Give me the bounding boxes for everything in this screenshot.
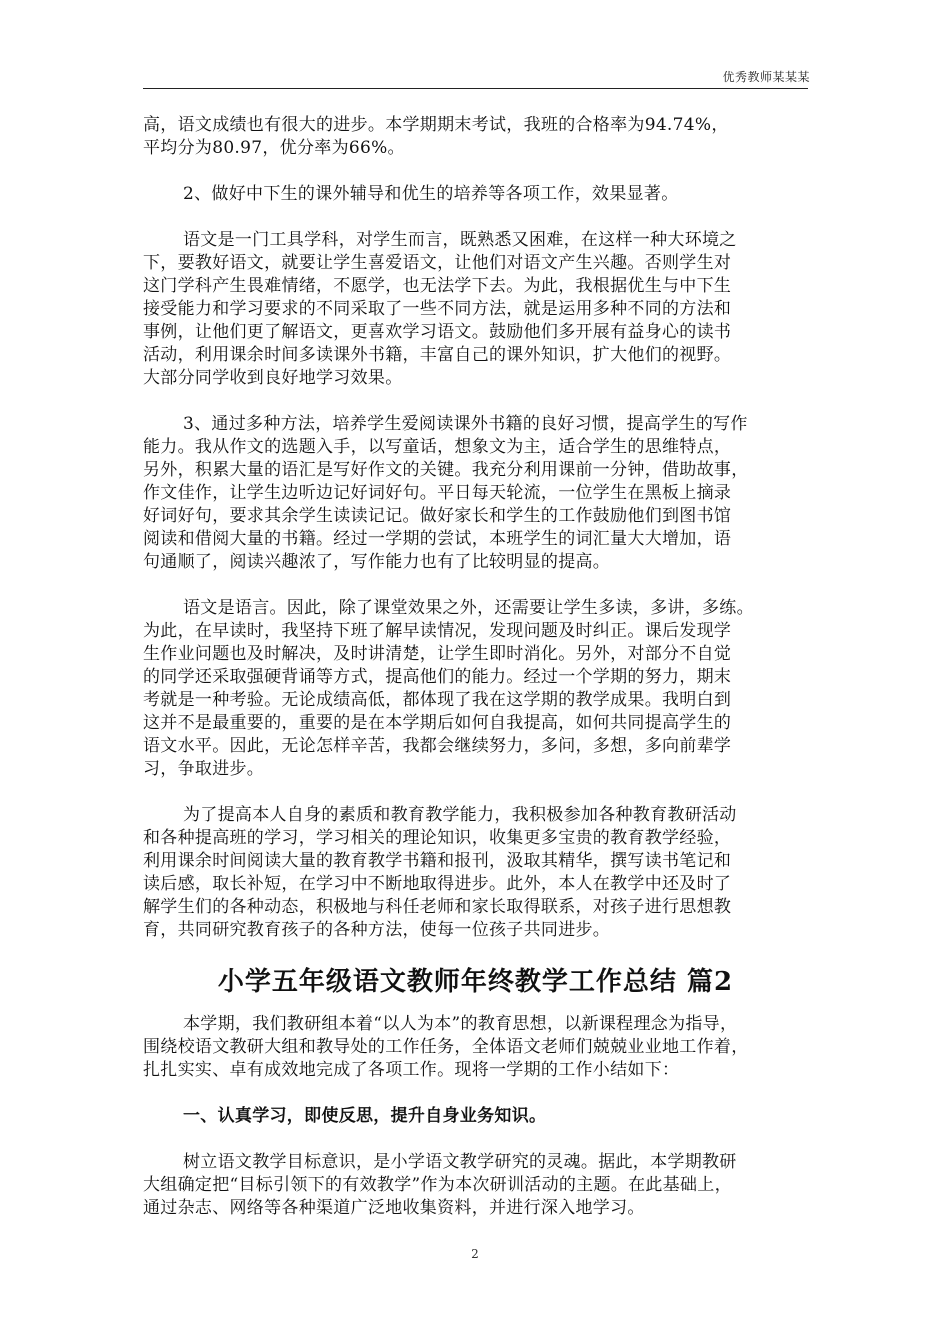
text-line: 围绕校语文教研大组和教导处的工作任务，全体语文老师们兢兢业业地工作着， [143,1037,749,1057]
paragraph-item-2 [143,183,808,206]
text-line: 另外，积累大量的语汇是写好作文的关键。我充分利用课前一分钟，借助故事， [143,460,749,480]
text-line: 利用课余时间阅读大量的教育教学书籍和报刊，汲取其精华，撰写读书笔记和 [143,851,732,871]
text-line: 事例，让他们更了解语文，更喜欢学习语文。鼓励他们多开展有益身心的读书 [143,322,732,342]
text-line: 这门学科产生畏难情绪，不愿学，也无法学下去。为此，我根据优生与中下生 [143,276,732,296]
paragraph-continuation [143,114,808,160]
text-line: 2、做好中下生的课外辅导和优生的培养等各项工作，效果显著。 [183,184,679,204]
text-line: 作文佳作，让学生边听边记好词好句。平日每天轮流，一位学生在黑板上摘录 [143,483,732,503]
text-line: 扎扎实实、卓有成效地完成了各项工作。现将一学期的工作小结如下： [143,1060,680,1080]
text-line: 树立语文教学目标意识，是小学语文教学研究的灵魂。据此，本学期教研 [183,1152,737,1172]
text-line: 能力。我从作文的选题入手，以写童话，想象文为主，适合学生的思维特点， [143,437,732,457]
text-line: 下，要教好语文，就要让学生喜爱语文，让他们对语文产生兴趣。否则学生对 [143,253,732,273]
text-line: 育，共同研究教育孩子的各种方法，使每一位孩子共同进步。 [143,920,611,940]
paragraph-item-3 [143,413,808,574]
text-line: 高，语文成绩也有很大的进步。本学期期末考试，我班的合格率为94.74%， [143,115,729,135]
text-line: 和各种提高班的学习，学习相关的理论知识，收集更多宝贵的教育教学经验， [143,828,732,848]
text-line: 通过杂志、网络等各种渠道广泛地收集资料，并进行深入地学习。 [143,1198,645,1218]
paragraph-self-improvement [143,804,808,942]
text-line: 好词好句，要求其余学生读读记记。做好家长和学生的工作鼓励他们到图书馆 [143,506,732,526]
text-line: 大部分同学收到良好地学习效果。 [143,368,403,388]
paragraph-chinese-tool-subject [143,229,808,390]
text-line: 读后感，取长补短，在学习中不断地取得进步。此外，本人在教学中还及时了 [143,874,732,894]
paragraph-goal-awareness [143,1151,808,1220]
text-line: 语文水平。因此，无论怎样辛苦，我都会继续努力，多问，多想，多向前辈学 [143,736,732,756]
text-line: 平均分为80.97，优分率为66%。 [143,138,405,158]
text-line: 句通顺了，阅读兴趣浓了，写作能力也有了比较明显的提高。 [143,552,611,572]
text-line: 这并不是最重要的，重要的是在本学期后如何自我提高，如何共同提高学生的 [143,713,732,733]
subsection-heading [143,1105,808,1128]
page-number: 2 [471,1247,479,1261]
text-line: 大组确定把“目标引领下的有效教学”作为本次研训活动的主题。在此基础上， [143,1175,732,1195]
paragraph-chinese-is-language [143,597,808,781]
text-line: 生作业问题也及时解决，及时讲清楚，让学生即时消化。另外，对部分不自觉 [143,644,732,664]
text-line: 语文是语言。因此，除了课堂效果之外，还需要让学生多读，多讲，多练。 [183,598,754,618]
paragraph-intro [143,1013,808,1082]
text-line: 3、通过多种方法，培养学生爱阅读课外书籍的良好习惯，提高学生的写作 [183,414,748,434]
text-line: 阅读和借阅大量的书籍。经过一学期的尝试，本班学生的词汇量大大增加，语 [143,529,732,549]
text-line: 习，争取进步。 [143,759,265,779]
text-line: 为此，在早读时，我坚持下班了解早读情况，发现问题及时纠正。课后发现学 [143,621,732,641]
section-title: 小学五年级语文教师年终教学工作总结 篇2 [217,967,734,997]
text-line: 活动，利用课余时间多读课外书籍，丰富自己的课外知识，扩大他们的视野。 [143,345,732,365]
text-line: 语文是一门工具学科，对学生而言，既熟悉又困难，在这样一种大环境之 [183,230,737,250]
text-line: 的同学还采取强硬背诵等方式，提高他们的能力。经过一个学期的努力，期末 [143,667,732,687]
text-line: 解学生们的各种动态，积极地与科任老师和家长取得联系，对孩子进行思想教 [143,897,732,917]
text-line: 接受能力和学习要求的不同采取了一些不同方法，就是运用多种不同的方法和 [143,299,732,319]
header-author: 优秀教师某某某 [722,70,810,84]
heading-text: 一、认真学习，即使反思，提升自身业务知识。 [183,1106,547,1126]
header-divider [143,88,808,89]
text-line: 考就是一种考验。无论成绩高低，都体现了我在这学期的教学成果。我明白到 [143,690,732,710]
text-line: 为了提高本人自身的素质和教育教学能力，我积极参加各种教育教研活动 [183,805,737,825]
text-line: 本学期，我们教研组本着“以人为本”的教育思想，以新课程理念为指导， [183,1014,738,1034]
document-body [143,114,808,1243]
